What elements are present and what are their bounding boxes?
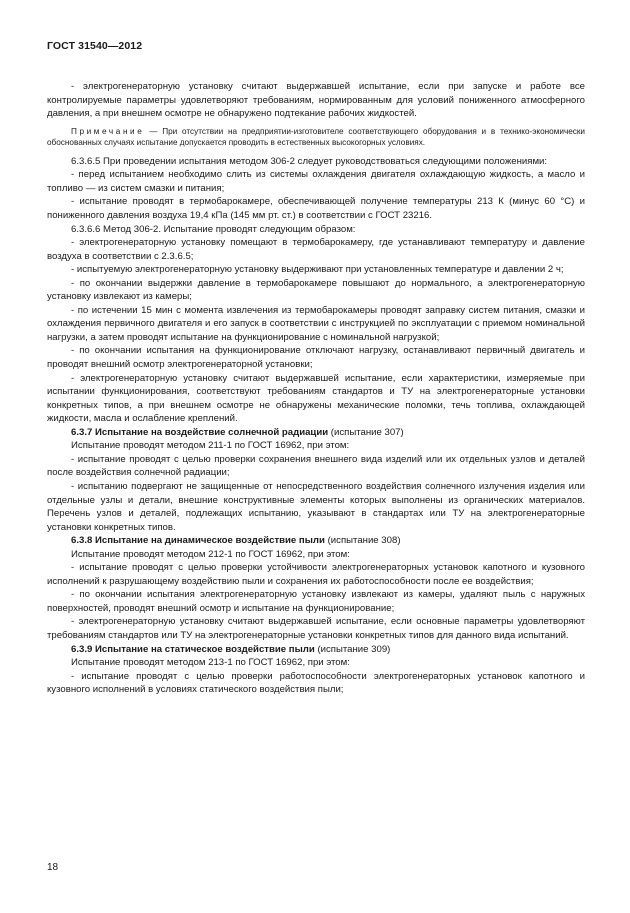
paragraph: - испытанию подвергают не защищенные от непосредственного воздействия солнечного излучения изделия или отдельные узлы и детали, внешние конструктивные элементы которых выполнены из органических материалов. Перечень узлов и деталей, подлежащих испытанию, указывают в стандартах или ТУ на электрогенераторные установки конкретных типов. — [47, 480, 585, 533]
paragraph: - электрогенераторную установку считают выдержавшей испытание, если характеристики, измеряемые при испытании функционирования, соответствуют требованиям стандартов и ТУ на электрогенераторные установки конкретных типов, а при внешнем осмотре не обнаружены механические поломки, течь топлива, охлаждающей жидкости, масла и ослабление креплений. — [47, 372, 585, 425]
section-test-number: (испытание 308) — [324, 535, 401, 547]
paragraph: - испытание проводят в термобарокамере, обеспечивающей получение температуры 213 К (минус 60 °С) и пониженного давления воздуха 19,4 кПа (145 мм рт. ст.) в соответствии с ГОСТ 23216. — [47, 196, 585, 222]
paragraph: - по окончании выдержки давление в термобарокамере повышают до нормального, а электрогенераторную установку извлекают из камеры; — [47, 277, 585, 303]
paragraph: - по окончании испытания на функционирование отключают нагрузку, останавливают первичный двигатель и проводят внешний осмотр электрогенераторной установки; — [47, 345, 585, 371]
note-text: — При отсутствии на предприятии-изготовителе соответствующего оборудования и в технико-экономически обоснованных случаях испытание допускается проводить в естественных высокогорных условиях. — [47, 126, 586, 148]
paragraph: 6.3.6.5 При проведении испытания методом 306-2 следует руководствоваться следующими положениями: — [71, 155, 548, 167]
paragraph: - испытание проводят с целью проверки сохранения внешнего вида изделий или их отдельных узлов и деталей после воздействия солнечной радиации; — [47, 453, 585, 479]
document-body — [47, 80, 585, 697]
note-label: Примечание — [71, 126, 145, 136]
section-title: 6.3.8 Испытание на динамическое воздействие пыли — [71, 535, 325, 547]
paragraph: - по окончании испытания электрогенераторную установку извлекают из камеры, удаляют пыль с наружных поверхностей, проводят внешний осмотр и испытание на функционирование; — [47, 589, 585, 614]
document-code-header: ГОСТ 31540—2012 — [47, 40, 143, 52]
paragraph: - испытуемую электрогенераторную установку выдерживают при установленных температуре и давлении 2 ч; — [71, 264, 564, 276]
paragraph: - электрогенераторную установку считают выдержавшей испытание, если при запуске и работе все контролируемые параметры удовлетворяют требованиям, нормированным для условий пониженного атмосферного давления, а при внешнем осмотре не обнаружено подтекание рабочих жидкостей. — [47, 81, 585, 120]
section-test-number: (испытание 309) — [314, 643, 391, 655]
paragraph: Испытание проводят методом 211-1 по ГОСТ 16962, при этом: — [71, 440, 350, 452]
section-heading-6-3-7 — [47, 426, 585, 440]
paragraph: - испытание проводят с целью проверки работоспособности электрогенераторных установок капотного и кузовного исполнений в условиях статического воздействия пыли; — [47, 670, 585, 696]
paragraph: - перед испытанием необходимо слить из системы охлаждения двигателя охлаждающую жидкость, а масло и топливо — из систем смазки и питания; — [47, 169, 585, 194]
paragraph: - испытание проводят с целью проверки устойчивости электрогенераторных установок капотного и кузовного исполнений к разрушающему воздействию пыли и сохранения их работоспособности после ее воздействия; — [47, 562, 585, 587]
page-number: 18 — [47, 862, 59, 873]
section-title: 6.3.9 Испытание на статическое воздействие пыли — [71, 643, 315, 655]
section-heading-6-3-8 — [47, 534, 585, 548]
paragraph: - электрогенераторную установку помещают в термобарокамеру, где устанавливают температуру и давление воздуха в соответствии с 2.3.6.5; — [47, 237, 585, 262]
paragraph: Испытание проводят методом 213-1 по ГОСТ 16962, при этом: — [71, 657, 350, 669]
paragraph: - электрогенераторную установку считают выдержавшей испытание, если основные параметры удовлетворяют требованиям стандартов или ТУ на электрогенераторные установки конкретных типов для данного вида испытаний. — [47, 616, 585, 641]
paragraph: 6.3.6.6 Метод 306-2. Испытание проводят следующим образом: — [71, 223, 356, 235]
section-test-number: (испытание 307) — [328, 426, 404, 438]
paragraph: Испытание проводят методом 212-1 по ГОСТ 16962, при этом: — [71, 548, 350, 560]
note — [47, 126, 585, 149]
paragraph: - по истечении 15 мин с момента извлечения из термобарокамеры проводят заправку систем питания, смазки и охлаждения первичного двигателя и его запуск в соответствии с инструкцией по эксплуатации с приемом номинальной нагрузки, а затем проводят испытание на функционирование с номинальной нагрузкой; — [47, 304, 585, 343]
section-heading-6-3-9 — [47, 643, 585, 657]
section-title: 6.3.7 Испытание на воздействие солнечной радиации — [71, 426, 329, 438]
